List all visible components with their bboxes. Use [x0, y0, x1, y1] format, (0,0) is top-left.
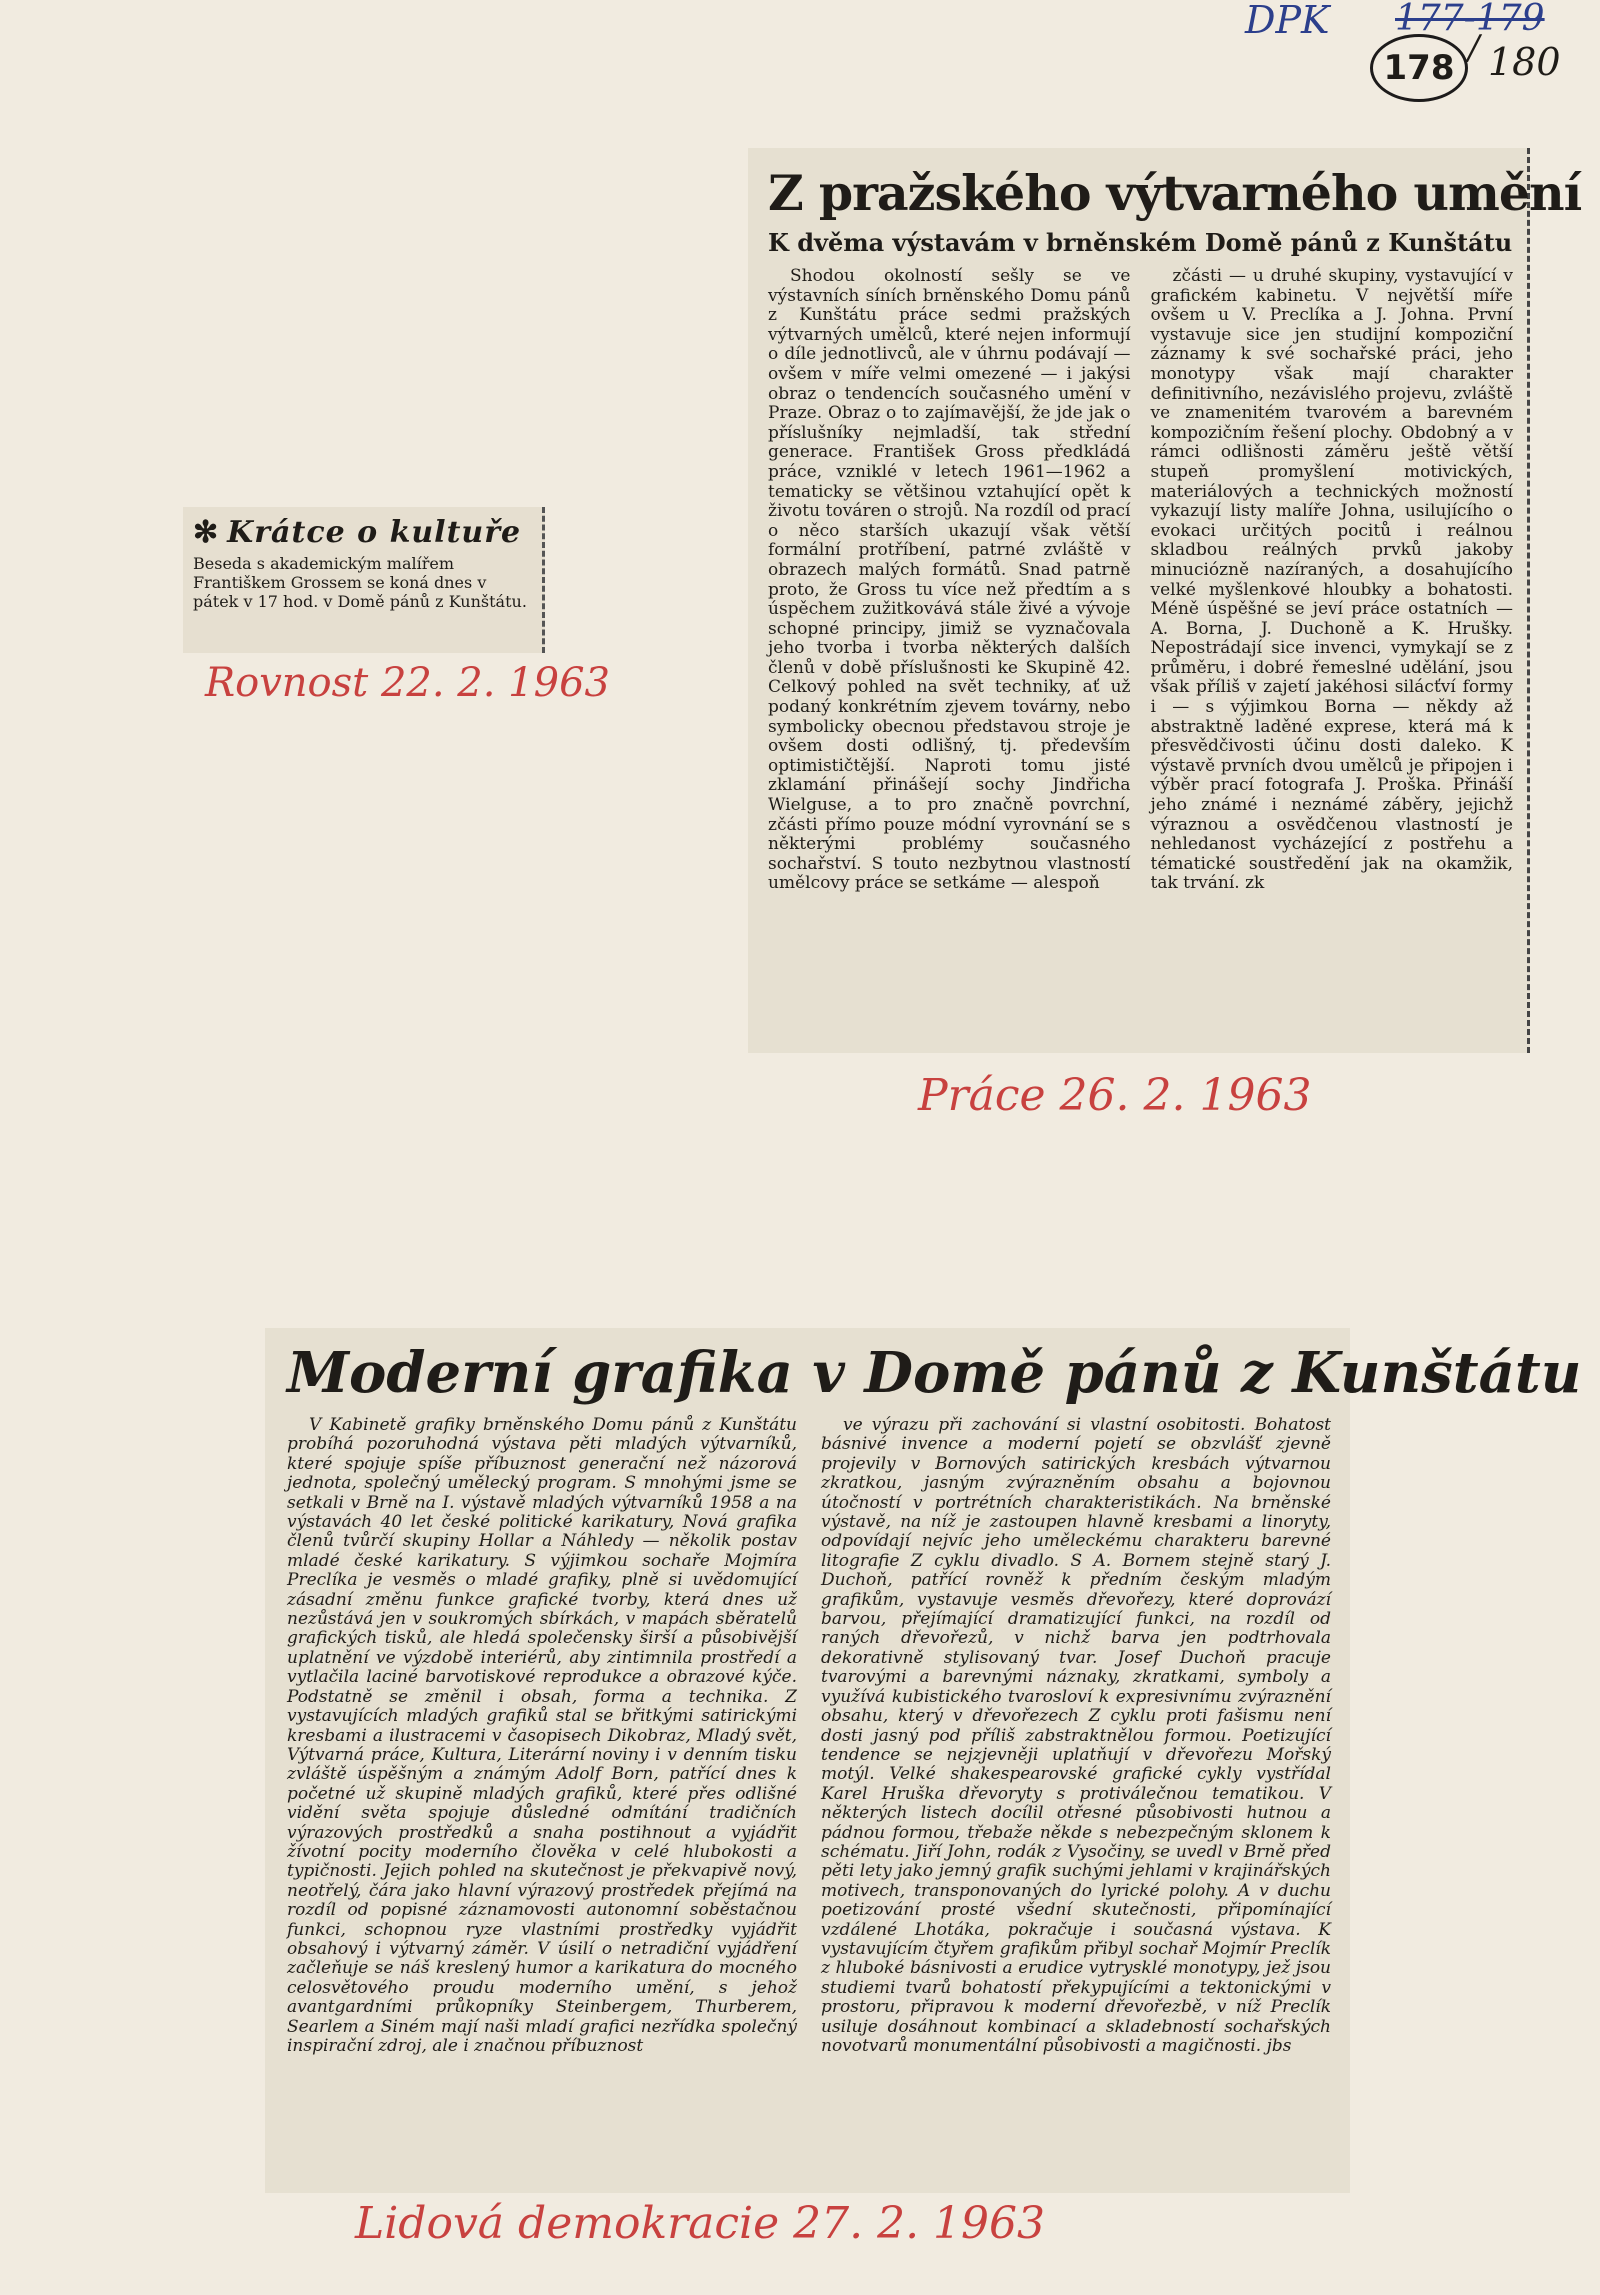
clipping-prazske-vytvarne-umeni [748, 148, 1582, 1053]
article-columns [287, 1416, 1334, 2056]
heading-text: Krátce o kultuře [227, 515, 522, 550]
article-column-1: Shodou okolností sešly se ve výstavních síních brněnského Domu pánů z Kunštátu práce sedmi pražských výtvarných umělců, které nejen informují o díle jednotlivců, ale v úhrnu podávají — ovšem v míře velmi omezené — i jakýsi obraz o tendencích současného umění v Praze. Obraz o to zajímavější, že jde jak o příslušníky nejmladší, tak střední generace. František Gross předkládá práce, vzniklé v letech 1961—1962 a tematicky se většinou vztahující opět k životu továren o strojů. Na rozdíl od prací o něco starších ukazují však větší formální protříbení, patrné zvláště v obrazech malých formátů. Snad patrně proto, že Gross tu více než předtím a s úspěchem zužitkovává stále živé a vývoje schopné principy, jimiž se vyznačovala jeho tvorba i tvorba některých dalších členů v době příslušnosti ke Skupině 42. Celkový pohled na svět techniky, ať už podaný konkrétním zjevem továrny, nebo symbolicky obecnou představou stroje je ovšem dosti odlišný, tj. především optimističtější. Naproti tomu jisté zklamání přinášejí sochy Jindřicha Wielguse, a to pro značně povrchní, zčásti přímo pouze módní vyrovnání se s některými problémy současného sochařství. S touto nezbytnou vlastností umělcovy práce se setkáme — alespoň [768, 266, 1131, 894]
article-title: Moderní grafika v Domě pánů z Kunštátu [287, 1340, 1582, 1406]
catalog-old-number: 177-179 [1395, 0, 1545, 39]
source-date-note: Práce 26. 2. 1963 [918, 1070, 1312, 1121]
article-title: Z pražského výtvarného umění [768, 164, 1582, 222]
article-column-1: V Kabinetě grafiky brněnského Domu pánů z Kunštátu probíhá pozoruhodná výstava pěti mladých výtvarníků, které spojuje spíše příbuznost generační než názorová jednota, společný umělecký program. S mnohými jsme se setkali v Brně na I. výstavě mladých výtvarníků 1958 a na výstavách 40 let české politické karikatury, Nová grafika členů tvůrčí skupiny Hollar a Náhledy — několik postav mladé české karikatury. S výjimkou sochaře Mojmíra Preclíka je vesměs o mladé grafiky, plně si uvědomující zásadní změnu funkce grafické tvorby, která dnes už nezůstává jen v soukromých sbírkách, v mapách sběratelů grafických tisků, ale hledá společensky širší a působivější uplatnění ve výzdobě interiérů, aby zintimnila prostředí a vytlačila laciné barvotiskové reprodukce a obrazové kýče. Podstatně se změnil i obsah, forma a technika. Z vystavujících mladých grafiků stal se břitkými satirickými kresbami a ilustracemi v časopisech Dikobraz, Mladý svět, Výtvarná práce, Kultura, Literární noviny i v denním tisku zvláště úspěšným a známým Adolf Born, patřící dnes k početné už skupině mladých grafiků, které přes odlišné vidění světa spojuje důsledné odmítání tradičních výrazových prostředků a snaha postihnout a vyjádřit žívotní pocity moderního člověka v celé hlubokosti a typičnosti. Jejich pohled na skutečnost je překvapivě nový, neotřelý, čára jako hlavní výrazový prostředek přejímá na rozdíl od popisné záznamovosti autonomní soběstačnou funkci, schopnou ryze vlastními prostředky vyjádřit obsahový i výtvarný záměr. V úsilí o netradiční vyjádření začleňuje se náš kreslený humor a karikatura do mocného celosvětového proudu moderního umění, s jehož avantgardními průkopníky Steinbergem, Thurberem, Searlem a Siném mají naši mladí grafici nezřídka společný inspirační zdroj, ale i značnou příbuznost [287, 1415, 797, 2056]
article-columns [768, 267, 1513, 894]
clipping-heading [193, 515, 530, 550]
asterism-icon: ✻ [193, 515, 220, 550]
clipping-moderni-grafika [265, 1328, 1582, 2193]
clipping-body: Beseda s akademickým malířem Františkem Grossem se koná dnes v pátek v 17 hod. v Domě pánů z Kunštátu. [193, 554, 527, 611]
article-subtitle: K dvěma výstavám v brněnském Domě pánů z Kunštátu [768, 228, 1513, 257]
article-column-2: ve výrazu při zachování si vlastní osobitosti. Bohatost básnivé invence a moderní pojetí se obzvlášť zjevně projevily v Bornových satirických kresbách výtvarnou zkratkou, jasným zvýrazněním obsahu a bojovnou útočností v portrétních charakteristikách. Na brněnské výstavě, na níž je zastoupen hlavně kresbami a linoryty, odpovídají nejvíc jeho uměleckému charakteru barevné litografie Z cyklu divadlo. S A. Bornem stejně starý J. Duchoň, patřící rovněž k předním českým mladým grafikům, vystavuje vesměs dřevořezy, které doprovází barvou, přejímající dramatizující funkci, na rozdíl od raných dřevořezů, v nichž barva jen podtrhovala dekorativně stylisovaný tvar. Josef Duchoň pracuje tvarovými a barevnými náznaky, zkratkami, symboly a využívá kubistického tvarosloví k expresivnímu zvýraznění obsahu, který v dřevořezech Z cyklu proti fašismu není dosti jasný pod příliš zabstraktnělou formou. Poetizující tendence se nejzjevněji uplatňují v dřevořezu Mořský motýl. Velké shakespearovské grafické cykly vystřídal Karel Hruška dřevoryty s protiválečnou tematikou. V některých listech docílil otřesné působivosti hutnou a pádnou formou, třebaže někde s nebezpečným sklonem k schématu. Jiří John, rodák z Vysočiny, se uvedl v Brně před pěti lety jako jemný grafik suchými jehlami v krajinářských motivech, transponovaných do lyrické polohy. A v duchu poetizování prosté všední skutečnosti, připomínající vzdálené Lhotáka, pokračuje i současná výstava. K vystavujícím čtyřem grafikům přibyl sochař Mojmír Preclík z hluboké básnivosti a erudice vytrysklé monotypy, jež jsou studiemi tvarů bohatostí překypujícími a tektonickými v prostoru, připravou k moderní dřevořezbě, v níž Preclík usiluje dosáhnout kombinací a skladebností sochařských novotvarů monumentální působivosti a magičnosti. jbs [821, 1415, 1331, 2056]
page-number-circled: 178 [1370, 34, 1468, 102]
page-slash: / [1468, 28, 1480, 68]
clipping-kratce-o-kulture [183, 507, 545, 653]
source-date-note: Rovnost 22. 2. 1963 [205, 660, 610, 706]
source-date-note: Lidová demokracie 27. 2. 1963 [355, 2198, 1046, 2249]
article-column-2: zčásti — u druhé skupiny, vystavující v grafickém kabinetu. V největší míře ovšem u V. Preclíka a J. Johna. První vystavuje sice jen studijní kompoziční záznamy k své sochařské práci, jeho monotypy však mají charakter definitivního, nezávislého projevu, zvláště ve znamenitém tvarovém a barevném kompozičním řešení plochy. Obdobný a v rámci odlišnosti záměru ještě větší stupeň promyšlení motivických, materiálových a technických možností vykazují listy malíře Johna, usilujícího o evokaci určitých pocitů i reálnou skladbou reálných prvků jakoby minuciózně nazíraných, a dosahujícího velké myšlenkové hloubky a bohatosti. Méně úspěšné se jeví práce ostatních — A. Borna, J. Duchoně a K. Hrušky. Nepostrádají sice invenci, vymykají se z průměru, i dobré řemeslné udělání, jsou však příliš v zajetí jakéhosi silácťví formy i — s výjimkou Borna — někdy až abstraktně laděné exprese, která má k přesvědčivosti účinu dosti daleko. K výstavě prvních dvou umělců je připojen i výběr prací fotografa J. Proška. Přináší jeho známé i neznámé záběry, jejichž výraznou a osvědčenou vlastností je nehledanost vycházející z postřehu a tématické soustředění jak na okamžik, tak trvání. zk [1150, 266, 1513, 894]
page-number-alt: 180 [1488, 40, 1561, 84]
catalog-mark: DPK [1245, 0, 1330, 42]
